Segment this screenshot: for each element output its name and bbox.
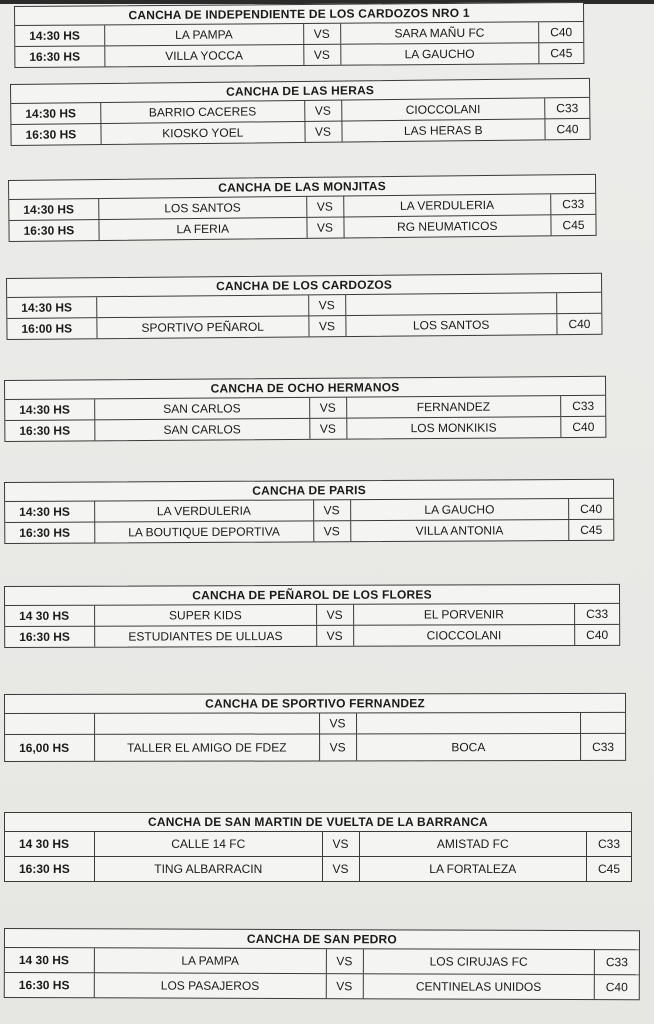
match-time: 16:00 HS <box>7 318 97 339</box>
match-time: 16,00 HS <box>5 735 95 761</box>
match-time: 14:30 HS <box>5 399 95 420</box>
venue-title: CANCHA DE OCHO HERMANOS <box>5 377 605 400</box>
away-team: CIOCCOLANI <box>354 625 576 646</box>
match-time: 16:30 HS <box>5 420 95 441</box>
category: C40 <box>586 627 609 642</box>
home-team: SUPER KIDS <box>95 605 317 626</box>
home-team: LA VERDULERIA <box>95 500 314 521</box>
category: C45 <box>550 46 573 61</box>
match-time: 14 30 HS <box>5 948 95 972</box>
vs-label: VS <box>320 734 357 760</box>
venue-block-9 <box>4 928 640 1000</box>
venue-block-2 <box>8 174 597 242</box>
home-team: LA BOUTIQUE DEPORTIVA <box>95 521 314 542</box>
venue-title: CANCHA DE PEÑAROL DE LOS FLORES <box>5 585 619 606</box>
match-time: 16:30 HS <box>5 973 95 997</box>
match-row <box>15 42 583 67</box>
away-team: AMISTAD FC <box>360 832 588 856</box>
category: C33 <box>605 955 628 970</box>
home-team: LOS PASAJEROS <box>95 973 327 998</box>
category: C45 <box>597 862 620 876</box>
match-time: 16:30 HS <box>11 124 101 145</box>
match-time: 14:30 HS <box>11 103 101 124</box>
venue-title: CANCHA DE PARIS <box>5 480 613 502</box>
home-team: VILLA YOCCA <box>105 45 304 66</box>
vs-label: VS <box>314 521 351 541</box>
category: C40 <box>605 980 628 995</box>
away-team <box>346 293 558 315</box>
match-row <box>5 396 605 420</box>
category: C33 <box>562 196 585 212</box>
match-time: 16:30 HS <box>5 627 95 647</box>
match-time: 16:30 HS <box>5 523 95 543</box>
away-team: LOS CIRUJAS FC <box>363 949 595 974</box>
vs-label: VS <box>314 500 351 520</box>
home-team: TALLER EL AMIGO DE FDEZ <box>95 734 320 760</box>
category: C33 <box>592 739 615 754</box>
category: C40 <box>572 419 595 435</box>
venue-title: CANCHA DE SAN MARTIN DE VUELTA DE LA BARRANCA <box>5 813 631 832</box>
match-row <box>5 713 625 734</box>
match-row <box>5 624 619 647</box>
vs-label: VS <box>309 295 346 315</box>
category: C40 <box>580 501 603 516</box>
vs-label: VS <box>304 45 341 65</box>
away-team: VILLA ANTONIA <box>351 520 570 541</box>
away-team: LA GAUCHO <box>341 43 540 64</box>
vs-label: VS <box>323 832 360 856</box>
vs-label: VS <box>310 419 347 439</box>
venue-block-3 <box>6 273 603 340</box>
venue-block-4 <box>4 376 606 442</box>
match-time: 14:30 HS <box>15 25 105 46</box>
away-team: LOS MONKIKIS <box>347 417 562 438</box>
home-team: SAN CARLOS <box>95 419 310 440</box>
away-team: FERNANDEZ <box>347 396 562 417</box>
away-team: BOCA <box>357 734 582 760</box>
match-time: 14:30 HS <box>7 297 97 318</box>
away-team: SARA MAÑU FC <box>341 22 540 43</box>
home-team <box>95 713 320 733</box>
away-team: CIOCCOLANI <box>342 98 546 120</box>
match-time: 16:30 HS <box>9 220 99 241</box>
home-team: SAN CARLOS <box>95 398 310 419</box>
away-team <box>357 713 582 733</box>
vs-label: VS <box>317 626 354 646</box>
venue-block-5 <box>4 479 614 544</box>
venue-title: CANCHA DE LAS HERAS <box>11 79 589 104</box>
venue-title: CANCHA DE LOS CARDOZOS <box>7 274 601 298</box>
venue-title: CANCHA DE INDEPENDIENTE DE LOS CARDOZOS NRO 1 <box>15 3 583 26</box>
match-time: 16:30 HS <box>15 46 105 67</box>
vs-label: VS <box>320 713 357 733</box>
venue-block-0 <box>14 2 584 68</box>
match-row <box>5 733 625 761</box>
away-team: LA VERDULERIA <box>344 194 552 216</box>
match-row <box>5 832 631 856</box>
category: C40 <box>556 122 579 137</box>
home-team: ESTUDIANTES DE ULLUAS <box>95 626 317 647</box>
vs-label: VS <box>305 101 342 121</box>
match-time: 14 30 HS <box>5 832 95 856</box>
home-team: KIOSKO YOEL <box>101 122 305 144</box>
away-team: RG NEUMATICOS <box>344 215 552 237</box>
venue-title: CANCHA DE LAS MONJITAS <box>9 175 595 200</box>
category: C45 <box>562 217 585 233</box>
vs-label: VS <box>326 974 363 998</box>
match-row <box>15 22 583 46</box>
home-team: LOS SANTOS <box>99 197 307 219</box>
away-team: LOS SANTOS <box>346 314 558 336</box>
away-team: LA GAUCHO <box>351 499 570 520</box>
venue-block-8 <box>4 812 632 882</box>
category: C33 <box>556 101 579 116</box>
venue-block-1 <box>10 78 591 146</box>
away-team: LAS HERAS B <box>342 119 546 141</box>
home-team: LA PAMPA <box>95 948 327 973</box>
match-time: 14:30 HS <box>5 502 95 522</box>
match-row <box>5 416 605 441</box>
category: C33 <box>572 398 595 414</box>
match-row <box>5 499 613 522</box>
category: C40 <box>550 25 573 40</box>
away-team: LA FORTALEZA <box>360 857 588 881</box>
home-team: BARRIO CACERES <box>101 101 305 123</box>
match-row <box>5 856 631 881</box>
vs-label: VS <box>326 949 363 973</box>
vs-label: VS <box>309 316 346 336</box>
match-time <box>5 714 95 734</box>
category <box>581 713 625 733</box>
category: C45 <box>580 522 603 537</box>
match-row <box>5 948 639 974</box>
away-team: CENTINELAS UNIDOS <box>363 974 595 999</box>
away-team: EL PORVENIR <box>354 604 576 625</box>
home-team: SPORTIVO PEÑAROL <box>97 316 309 338</box>
home-team <box>97 295 309 317</box>
category: C33 <box>586 606 609 621</box>
category: C40 <box>568 316 591 332</box>
match-row <box>5 604 619 626</box>
vs-label: VS <box>310 398 347 418</box>
match-time: 14:30 HS <box>9 199 99 220</box>
match-row <box>5 519 613 543</box>
venue-title: CANCHA DE SPORTIVO FERNANDEZ <box>5 694 625 714</box>
match-time: 14 30 HS <box>5 606 95 626</box>
home-team: TING ALBARRACIN <box>95 857 323 881</box>
category <box>557 293 601 313</box>
vs-label: VS <box>304 24 341 44</box>
venue-title: CANCHA DE SAN PEDRO <box>5 929 639 950</box>
home-team: LA PAMPA <box>105 24 304 45</box>
vs-label: VS <box>307 196 344 216</box>
vs-label: VS <box>307 217 344 237</box>
match-row <box>5 972 639 999</box>
venue-block-7 <box>4 693 626 762</box>
home-team: CALLE 14 FC <box>95 832 323 856</box>
vs-label: VS <box>317 605 354 625</box>
match-time: 16:30 HS <box>5 857 95 881</box>
category: C33 <box>597 837 620 851</box>
vs-label: VS <box>323 857 360 881</box>
home-team: LA FERIA <box>99 218 307 240</box>
vs-label: VS <box>305 122 342 142</box>
venue-block-6 <box>4 584 620 648</box>
